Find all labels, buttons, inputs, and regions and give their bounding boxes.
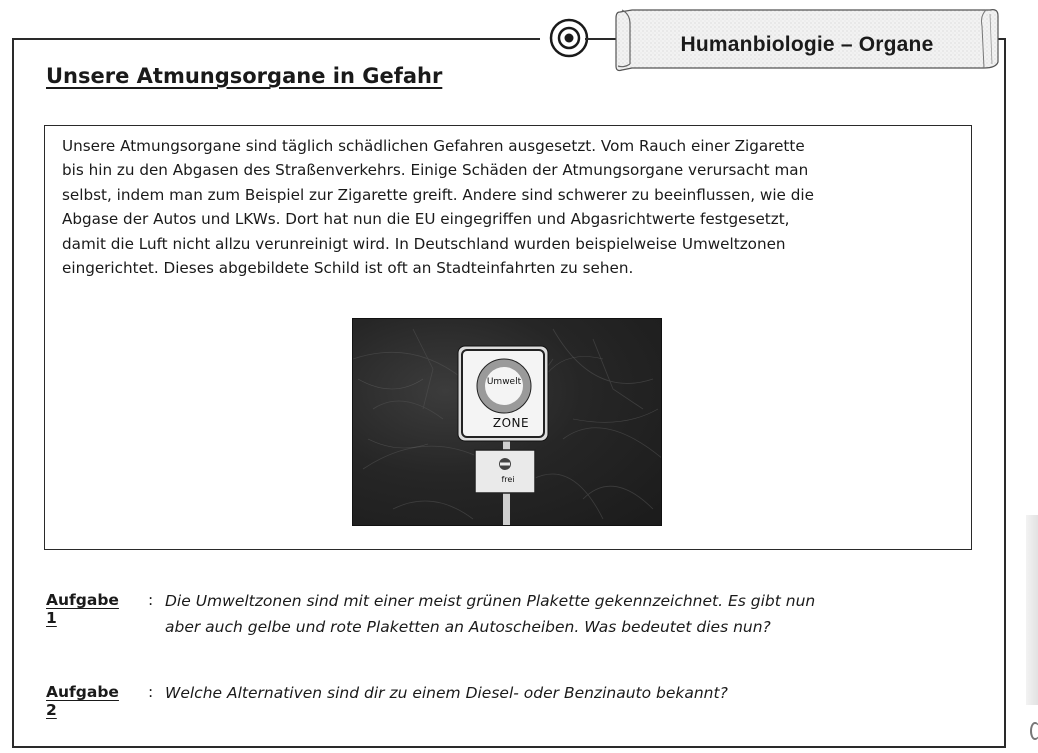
hole-punch-mark — [1030, 722, 1038, 740]
info-line: eingerichtet. Dieses abgebildete Schild ist oft an Stadteinfahrten zu sehen. — [62, 259, 634, 278]
info-line: Unsere Atmungsorgane sind täglich schädlichen Gefahren ausgesetzt. Vom Rauch einer Zigarette — [62, 137, 805, 155]
task-line: Die Umweltzonen sind mit einer meist grünen Plakette gekennzeichnet. Es gibt nun — [165, 592, 816, 610]
info-line: bis hin zu den Abgasen des Straßenverkehrs. Einige Schäden der Atmungsorgane verursacht man — [62, 161, 809, 180]
banner-title: Humanbiologie – Organe — [680, 33, 934, 56]
task-line: aber auch gelbe und rote Plaketten an Autoscheiben. Was bedeutet dies nun? — [165, 618, 771, 636]
task-colon: : — [148, 683, 154, 701]
info-line: selbst, indem man zum Beispiel zur Zigarette greift. Andere sind schwerer zu beeinflussen, wie die — [62, 185, 814, 204]
page-title: Unsere Atmungsorgane in Gefahr — [46, 64, 443, 88]
sign-sub-text: frei — [501, 475, 515, 484]
scan-edge — [1026, 515, 1038, 705]
sign-circle-text: Umwelt — [486, 377, 522, 387]
task-label: Aufgabe 2 — [46, 683, 119, 719]
info-line: damit die Luft nicht allzu verunreinigt wird. In Deutschland wurden beispielweise Umweltzonen — [62, 234, 786, 253]
task-text — [165, 680, 985, 706]
info-text — [62, 134, 956, 280]
task-colon: : — [148, 591, 154, 609]
info-line: Abgase der Autos und LKWs. Dort hat nun die EU eingegriffen und Abgasrichtwerte festgesetzt, — [62, 210, 790, 229]
target-icon — [548, 17, 590, 59]
task-line: Welche Alternativen sind dir zu einem Diesel- oder Benzinauto bekannt? — [165, 684, 728, 702]
task-text — [165, 588, 985, 640]
sign-zone-text: ZONE — [492, 416, 530, 430]
umweltzone-sign-photo — [352, 318, 662, 526]
task-label: Aufgabe 1 — [46, 591, 119, 627]
topic-banner — [614, 6, 1000, 74]
